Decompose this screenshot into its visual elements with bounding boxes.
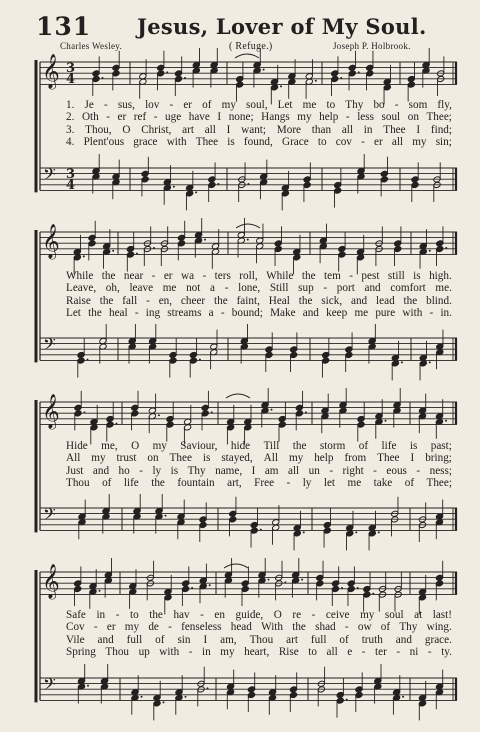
bass-notes: [141, 157, 219, 211]
treble-notes: [331, 51, 392, 105]
bass-notes: [226, 670, 297, 715]
svg-text:4: 4: [66, 178, 76, 193]
hymn-number: 131: [36, 12, 92, 41]
bass-notes: [334, 154, 389, 208]
lyrics-block: [66, 99, 452, 149]
bass-notes: [418, 500, 443, 542]
bass-notes: [131, 667, 209, 721]
svg-text:4: 4: [66, 72, 76, 87]
treble-clef-icon: 𝄞: [42, 224, 60, 259]
treble-clef-icon: 𝄞: [42, 564, 60, 599]
lyrics-block: [66, 270, 452, 320]
treble-notes: [418, 561, 443, 615]
bass-notes: [240, 324, 297, 372]
lyric-line: Raise the fall - en, cheer the faint, Heal the sick, and lead the blind.: [66, 294, 452, 307]
treble-notes: [73, 221, 114, 275]
bass-clef-icon: 𝄢: [43, 504, 56, 528]
slur: [226, 394, 250, 398]
treble-notes: [126, 218, 219, 272]
lyric-line: 4. Plent'ous grace with Thee is found, Grace to cov - er all my sin;: [66, 136, 452, 149]
lyric-line: Spring Thou up with - in my heart, Rise to all e - ter - ni - ty.: [66, 646, 452, 659]
treble-staff: [40, 62, 457, 84]
hymn-title: Jesus, Lover of My Soul.: [137, 14, 427, 39]
treble-notes: [419, 226, 447, 268]
lyric-line: Just and ho - ly is Thy name, I am all un - right - eous - ness;: [66, 464, 452, 477]
lyric-line: All my trust on Thee is stayed, All my help from Thee I bring;: [66, 452, 452, 465]
treble-notes: [131, 391, 213, 445]
treble-notes: [74, 558, 113, 609]
treble-notes: [418, 394, 447, 439]
slur: [224, 564, 248, 568]
bass-notes: [322, 324, 403, 380]
lyric-line: Let the heal - ing streams a - bound; Make and keep me pure with - in.: [66, 307, 452, 320]
treble-notes: [407, 48, 444, 102]
bass-staff: [40, 168, 457, 190]
treble-notes: [237, 218, 301, 274]
bass-notes: [78, 494, 110, 539]
treble-clef-icon: 𝄞: [42, 54, 60, 89]
slur: [236, 224, 260, 228]
bass-clef-icon: 𝄢: [43, 334, 56, 358]
svg-text:3: 3: [66, 167, 76, 182]
lyric-line: 1. Je - sus, lov - er of my soul, Let me to Thy bo - som fly,: [66, 99, 452, 111]
treble-notes: [74, 391, 118, 445]
treble-notes: [316, 561, 402, 612]
lyrics-block: [66, 609, 452, 659]
lyric-line: Cov - er my de - fenseless head With the shad - ow of Thy wing.: [66, 621, 452, 634]
svg-text:3: 3: [66, 61, 76, 76]
lyric-line: 3. Thou, O Christ, art all I want; More than all in Thee I find;: [66, 123, 452, 136]
bass-notes: [133, 494, 207, 542]
lyric-line: Thou of life the fountain art, Free - ly let me take of Thee;: [66, 477, 452, 490]
bass-notes: [323, 497, 399, 551]
treble-notes: [321, 388, 401, 442]
lyric-line: Vile and full of sin I am, Thou art full of truth and grace.: [66, 633, 452, 646]
bass-notes: [317, 664, 404, 718]
bass-time-signature: [66, 167, 75, 193]
lyric-line: While the near - er wa - ters roll, While the tem - pest still is high.: [66, 270, 452, 282]
treble-notes: [224, 558, 303, 606]
treble-notes: [227, 388, 307, 444]
lyric-line: Safe in - to the hav - en guide, O re - ceive my soul at last!: [66, 609, 452, 621]
bass-clef-icon: 𝄢: [43, 164, 56, 188]
lyric-line: 2. Oth - er ref - uge have I none; Hangs my help - less soul on Thee;: [66, 111, 452, 124]
treble-clef-icon: 𝄞: [42, 394, 60, 429]
bass-notes: [77, 324, 107, 378]
bass-notes: [92, 154, 120, 199]
treble-time-signature: [66, 61, 75, 87]
bass-clef-icon: 𝄢: [43, 674, 56, 698]
treble-notes: [129, 561, 211, 615]
lyricist-credit: Charles Wesley.: [60, 41, 123, 51]
lyric-line: Hide me, O my Saviour, hide Till the storm of life is past;: [66, 440, 452, 452]
composer-credit: Joseph P. Holbrook.: [333, 41, 411, 51]
bass-notes: [229, 497, 305, 551]
tune-name: ( Refuge.): [229, 41, 273, 52]
lyrics-block: [66, 440, 452, 490]
lyric-line: Leave, oh, leave me not a - lone, Still sup - port and comfort me.: [66, 282, 452, 295]
slur: [235, 54, 259, 58]
treble-notes: [236, 48, 317, 104]
bass-notes: [128, 324, 218, 378]
